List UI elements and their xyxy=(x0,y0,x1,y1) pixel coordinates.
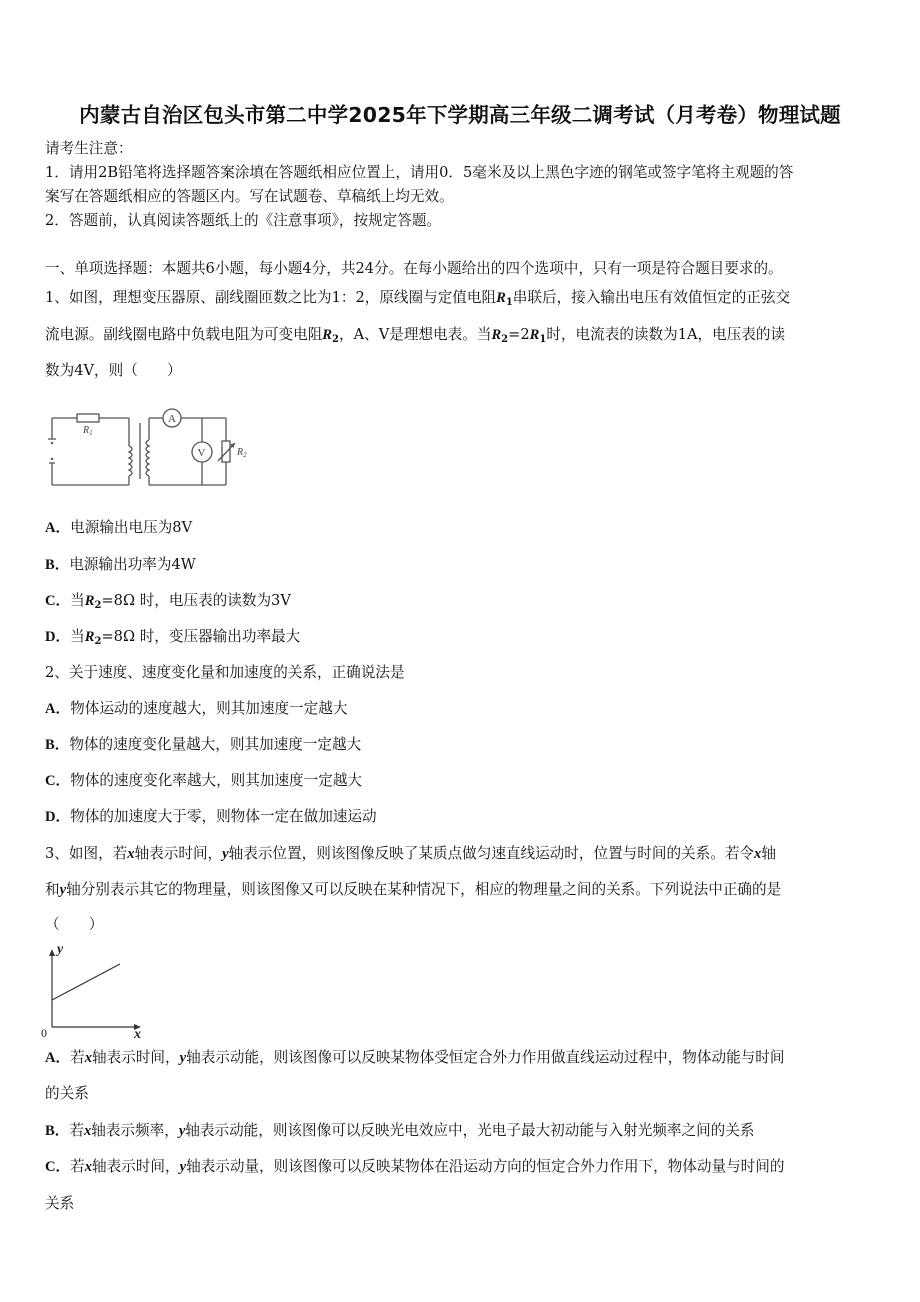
q3-option-b: B．若x轴表示频率，y轴表示动能，则该图像可以反映光电效应中，光电子最大初动能与入射光频率之间的关系 xyxy=(45,1122,755,1139)
q2-stem: 2、关于速度、速度变化量和加速度的关系，正确说法是 xyxy=(45,664,405,681)
q3-option-a-line-2: 的关系 xyxy=(45,1085,89,1102)
r1-label: $R_1$ xyxy=(83,425,93,437)
secondary-coil xyxy=(146,440,149,476)
q3-line-1: 3、如图，若x轴表示时间，y轴表示位置，则该图像反映了某质点做匀速直线运动时，位置与时间的关系。若令x轴 xyxy=(45,845,776,862)
q1-line-3: 数为4V，则（ ） xyxy=(45,362,182,379)
q1-line-2: 流电源。副线圈电路中负载电阻为可变电阻$R_2$，A、V是理想电表。当$R_2=2R_1$时，电流表的读数为1A，电压表的读 xyxy=(45,326,786,345)
source-dot xyxy=(51,458,53,460)
q2-option-b: B．物体的速度变化量越大，则其加速度一定越大 xyxy=(45,736,362,753)
origin-label: 0 xyxy=(41,1026,47,1040)
y-axis-label: y xyxy=(57,942,64,957)
q3-option-c-line-2: 关系 xyxy=(45,1195,75,1212)
resistor-r2 xyxy=(222,441,230,462)
q3-option-c-line-1: C．若x轴表示时间，y轴表示动量，则该图像可以反映某物体在沿运动方向的恒定合外力作用下，物体动量与时间的 xyxy=(45,1158,785,1175)
q1-option-d: D．当$R_2=8\Omega$ 时，变压器输出功率最大 xyxy=(45,628,301,647)
y-axis-arrow xyxy=(49,949,55,956)
page-title: 内蒙古自治区包头市第二中学2025年下学期高三年级二调考试（月考卷）物理试题 xyxy=(79,103,841,127)
graph-line xyxy=(52,964,120,1000)
resistor-r1 xyxy=(77,414,99,422)
q3-line-3: （ ） xyxy=(45,916,104,933)
primary-coil xyxy=(129,446,132,476)
q3-option-a-line-1: A．若x轴表示时间，y轴表示动能，则该图像可以反映某物体受恒定合外力作用做直线运动过程中，物体动能与时间 xyxy=(45,1049,785,1066)
notice-item-1-line-2: 案写在答题纸相应的答题区内。写在试题卷、草稿纸上均无效。 xyxy=(45,188,454,205)
q1-option-c: C．当$R_2=8\Omega$ 时，电压表的读数为3V xyxy=(45,592,291,611)
ammeter-label: A xyxy=(168,413,176,425)
notice-heading: 请考生注意： xyxy=(45,140,133,157)
q1-option-a: A．电源输出电压为8V xyxy=(45,519,193,536)
q1-circuit-diagram xyxy=(40,405,270,490)
q1-option-b: B．电源输出功率为4W xyxy=(45,556,196,573)
x-axis-label: x xyxy=(134,1027,141,1040)
q2-option-d: D．物体的加速度大于零，则物体一定在做加速运动 xyxy=(45,808,377,825)
section-heading: 一、单项选择题：本题共6小题，每小题4分，共24分。在每小题给出的四个选项中，只有一项是符合题目要求的。 xyxy=(45,260,783,277)
notice-item-2: 2．答题前，认真阅读答题纸上的《注意事项》，按规定答题。 xyxy=(45,212,442,229)
q2-option-c: C．物体的速度变化率越大，则其加速度一定越大 xyxy=(45,772,363,789)
q2-option-a: A．物体运动的速度越大，则其加速度一定越大 xyxy=(45,700,348,717)
voltmeter-label: V xyxy=(197,447,206,459)
notice-item-1-line-1: 1．请用2B铅笔将选择题答案涂填在答题纸相应位置上，请用0．5毫米及以上黑色字迹的钢笔或签字笔将主观题的答 xyxy=(45,164,794,181)
q3-line-graph xyxy=(38,940,153,1040)
r2-label: $R_2$ xyxy=(237,447,247,459)
source-dot xyxy=(51,442,53,444)
q3-line-2: 和y轴分别表示其它的物理量，则该图像又可以反映在某种情况下，相应的物理量之间的关系。下列说法中正确的是 xyxy=(45,881,782,898)
q1-line-1: 1、如图，理想变压器原、副线圈匝数之比为1：2，原线圈与定值电阻$R_1$串联后，接入输出电压有效值恒定的正弦交 xyxy=(45,289,791,308)
